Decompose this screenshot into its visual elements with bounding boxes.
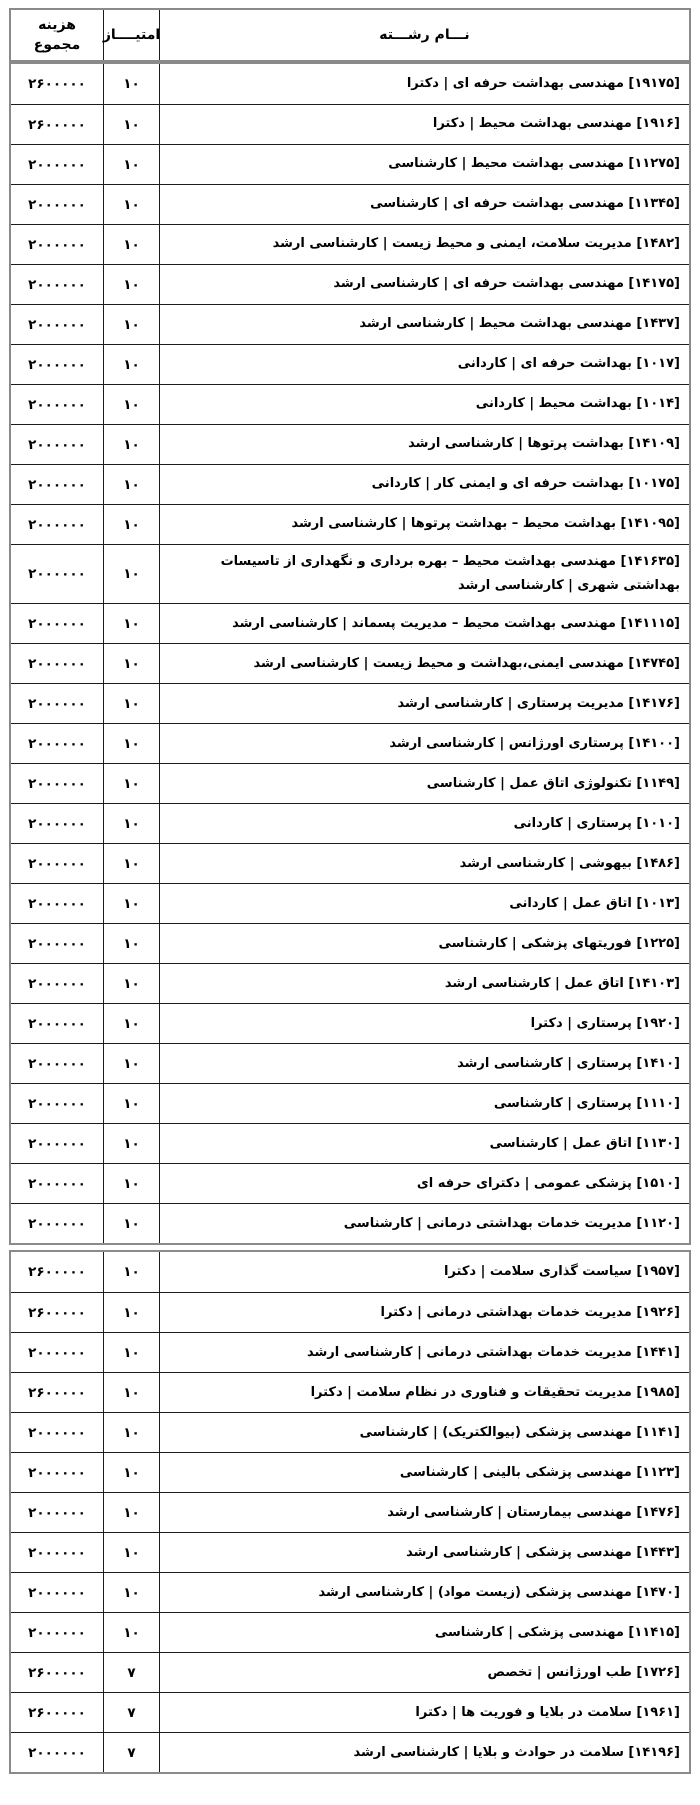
table-row <box>11 803 689 843</box>
total-cost-cell: ۲۰۰۰۰۰۰ <box>28 1544 86 1561</box>
header-total-cost <box>11 10 103 60</box>
total-cost-cell: ۲۰۰۰۰۰۰ <box>28 196 86 213</box>
total-cost-cell: ۲۰۰۰۰۰۰ <box>28 356 86 373</box>
score-cell: ۷ <box>103 1693 160 1732</box>
score-cell: ۱۰ <box>103 1124 160 1163</box>
field-name-cell: [۱۱۴۹] تکنولوژی اتاق عمل | کارشناسی <box>426 775 680 791</box>
table-row <box>11 603 689 643</box>
table-row <box>11 1083 689 1123</box>
score-cell: ۱۰ <box>103 465 160 504</box>
score-cell: ۱۰ <box>103 385 160 424</box>
field-name-cell: [۱۷۲۶] طب اورژانس | تخصص <box>487 1664 680 1680</box>
total-cost-cell: ۲۰۰۰۰۰۰ <box>28 1624 86 1641</box>
field-name-cell: [۱۱۲۳] مهندسی پزشکی بالینی | کارشناسی <box>399 1464 680 1480</box>
score-cell: ۱۰ <box>103 1164 160 1203</box>
score-cell: ۱۰ <box>103 644 160 683</box>
total-cost-cell: ۲۰۰۰۰۰۰ <box>28 316 86 333</box>
field-name-cell: [۱۵۱۰] پزشکی عمومی | دکترای حرفه ای <box>416 1175 680 1191</box>
table-row <box>11 544 689 603</box>
table-row <box>11 104 689 144</box>
score-cell: ۱۰ <box>103 1204 160 1243</box>
total-cost-cell: ۲۶۰۰۰۰۰ <box>28 1664 86 1681</box>
field-name-cell: [۱۴۱۶۳۵] مهندسی بهداشت محیط – بهره برداری و نگهداری از تاسیسات بهداشتی شهری | کارشناسی ارشد <box>220 554 680 594</box>
field-name-cell: [۱۴۱۹۶] سلامت در حوادث و بلایا | کارشناسی ارشد <box>353 1744 680 1760</box>
field-name-cell: [۱۹۲۰] پرستاری | دکترا <box>530 1015 680 1031</box>
table-row <box>11 763 689 803</box>
field-name-cell: [۱۴۱۰] پرستاری | کارشناسی ارشد <box>457 1055 680 1071</box>
table-row <box>11 1292 689 1332</box>
table-row <box>11 1452 689 1492</box>
field-name-cell: [۱۴۱۰۰] پرستاری اورژانس | کارشناسی ارشد <box>389 735 680 751</box>
table-row <box>11 304 689 344</box>
score-cell: ۱۰ <box>103 924 160 963</box>
table-section <box>9 1250 691 1774</box>
field-name-cell: [۱۰۱۴] بهداشت محیط | کاردانی <box>475 396 680 412</box>
table-header <box>9 8 691 62</box>
total-cost-cell: ۲۰۰۰۰۰۰ <box>28 516 86 533</box>
field-name-cell: [۱۴۱۰۹۵] بهداشت محیط – بهداشت پرتوها | کارشناسی ارشد <box>291 516 680 532</box>
total-cost-cell: ۲۶۰۰۰۰۰ <box>28 76 86 92</box>
table-row <box>11 464 689 504</box>
field-name-cell: [۱۴۱۷۶] مدیریت پرستاری | کارشناسی ارشد <box>397 695 680 711</box>
field-name-cell: [۱۴۱۰۳] اتاق عمل | کارشناسی ارشد <box>444 975 680 991</box>
table-row <box>11 384 689 424</box>
score-cell: ۱۰ <box>103 844 160 883</box>
score-cell: ۱۰ <box>103 225 160 264</box>
table-row <box>11 1652 689 1692</box>
field-name-cell: [۱۱۴۱۵] مهندسی پزشکی | کارشناسی <box>434 1624 680 1640</box>
table-row <box>11 1732 689 1772</box>
total-cost-cell: ۲۰۰۰۰۰۰ <box>28 236 86 253</box>
field-name-cell: [۱۴۱۷۵] مهندسی بهداشت حرفه ای | کارشناسی ارشد <box>333 276 680 292</box>
score-cell: ۱۰ <box>103 185 160 224</box>
total-cost-cell: ۲۶۰۰۰۰۰ <box>28 1304 86 1321</box>
header-total-cost-line1: هزینه <box>38 16 76 33</box>
field-name-cell: [۱۴۴۱] مدیریت خدمات بهداشتی درمانی | کارشناسی ارشد <box>307 1344 680 1360</box>
total-cost-cell: ۲۰۰۰۰۰۰ <box>28 615 86 632</box>
table-row <box>11 1692 689 1732</box>
score-cell: ۱۰ <box>103 1333 160 1372</box>
score-cell: ۱۰ <box>103 604 160 643</box>
field-name-cell: [۱۹۱۷۵] مهندسی بهداشت حرفه ای | دکترا <box>406 75 680 91</box>
table-row <box>11 424 689 464</box>
total-cost-cell: ۲۰۰۰۰۰۰ <box>28 1344 86 1361</box>
field-name-cell: [۱۹۵۷] سیاست گذاری سلامت | دکترا <box>443 1264 680 1280</box>
total-cost-cell: ۲۰۰۰۰۰۰ <box>28 1464 86 1481</box>
total-cost-cell: ۲۰۰۰۰۰۰ <box>28 436 86 453</box>
total-cost-cell: ۲۶۰۰۰۰۰ <box>28 1264 86 1281</box>
score-cell: ۱۰ <box>103 64 160 104</box>
score-cell: ۱۰ <box>103 1084 160 1123</box>
field-name-cell: [۱۹۶۱] سلامت در بلایا و فوریت ها | دکترا <box>415 1704 680 1720</box>
field-name-cell: [۱۰۱۳] اتاق عمل | کاردانی <box>509 895 680 911</box>
total-cost-cell: ۲۶۰۰۰۰۰ <box>28 1704 86 1721</box>
field-name-cell: [۱۱۲۷۵] مهندسی بهداشت محیط | کارشناسی <box>388 156 680 172</box>
score-cell: ۱۰ <box>103 764 160 803</box>
table-row <box>11 344 689 384</box>
field-name-cell: [۱۴۱۰۹] بهداشت پرتوها | کارشناسی ارشد <box>408 436 680 452</box>
field-name-cell: [۱۱۳۴۵] مهندسی بهداشت حرفه ای | کارشناسی <box>370 196 680 212</box>
score-cell: ۱۰ <box>103 1493 160 1532</box>
total-cost-cell: ۲۰۰۰۰۰۰ <box>28 735 86 752</box>
total-cost-cell: ۲۰۰۰۰۰۰ <box>28 476 86 493</box>
total-cost-cell: ۲۰۰۰۰۰۰ <box>28 1175 86 1192</box>
header-field-name: نـــام رشـــته <box>379 26 470 43</box>
total-cost-cell: ۲۰۰۰۰۰۰ <box>28 655 86 672</box>
total-cost-cell: ۲۰۰۰۰۰۰ <box>28 396 86 413</box>
score-cell: ۱۰ <box>103 964 160 1003</box>
table-row <box>11 144 689 184</box>
field-name-cell: [۱۹۸۵] مدیریت تحقیقات و فناوری در نظام سلامت | دکترا <box>310 1384 680 1400</box>
table-row <box>11 963 689 1003</box>
field-name-cell: [۱۴۸۶] بیهوشی | کارشناسی ارشد <box>459 855 680 871</box>
score-cell: ۱۰ <box>103 1004 160 1043</box>
table-row <box>11 224 689 264</box>
total-cost-cell: ۲۶۰۰۰۰۰ <box>28 116 86 133</box>
field-name-cell: [۱۰۱۷] بهداشت حرفه ای | کاردانی <box>457 356 680 372</box>
field-name-cell: [۱۱۳۰] اتاق عمل | کارشناسی <box>489 1135 680 1151</box>
score-cell: ۱۰ <box>103 1533 160 1572</box>
total-cost-cell: ۲۶۰۰۰۰۰ <box>28 1384 86 1401</box>
total-cost-cell: ۲۰۰۰۰۰۰ <box>28 1055 86 1072</box>
score-cell: ۱۰ <box>103 1413 160 1452</box>
table-row <box>11 64 689 104</box>
total-cost-cell: ۲۰۰۰۰۰۰ <box>28 1584 86 1601</box>
field-name-cell: [۱۲۲۵] فوریتهای پزشکی | کارشناسی <box>438 935 680 951</box>
total-cost-cell: ۲۰۰۰۰۰۰ <box>28 695 86 712</box>
header-score: امتیــــاز <box>103 10 160 60</box>
total-cost-cell: ۲۰۰۰۰۰۰ <box>28 276 86 293</box>
table-row <box>11 184 689 224</box>
score-cell: ۱۰ <box>103 265 160 304</box>
total-cost-cell: ۲۰۰۰۰۰۰ <box>28 775 86 792</box>
table-row <box>11 1332 689 1372</box>
score-cell: ۷ <box>103 1653 160 1692</box>
table-row <box>11 1532 689 1572</box>
score-cell: ۱۰ <box>103 1573 160 1612</box>
table-body <box>9 62 691 1774</box>
table-row <box>11 683 689 723</box>
score-cell: ۱۰ <box>103 105 160 144</box>
table-row <box>11 1003 689 1043</box>
score-cell: ۱۰ <box>103 884 160 923</box>
table-row <box>11 723 689 763</box>
table-row <box>11 923 689 963</box>
table-row <box>11 1163 689 1203</box>
total-cost-cell: ۲۰۰۰۰۰۰ <box>28 855 86 872</box>
total-cost-cell: ۲۰۰۰۰۰۰ <box>28 1744 86 1761</box>
table-section <box>9 62 691 1245</box>
table-row <box>11 883 689 923</box>
table-row <box>11 1252 689 1292</box>
total-cost-cell: ۲۰۰۰۰۰۰ <box>28 156 86 173</box>
field-name-cell: [۱۴۱۱۱۵] مهندسی بهداشت محیط – مدیریت پسماند | کارشناسی ارشد <box>232 615 680 631</box>
total-cost-cell: ۲۰۰۰۰۰۰ <box>28 975 86 992</box>
field-name-cell: [۱۴۳۷] مهندسی بهداشت محیط | کارشناسی ارشد <box>359 316 680 332</box>
score-cell: ۱۰ <box>103 545 160 603</box>
field-name-cell: [۱۴۷۶] مهندسی بیمارستان | کارشناسی ارشد <box>387 1504 680 1520</box>
field-name-cell: [۱۴۷۴۵] مهندسی ایمنی،بهداشت و محیط زیست | کارشناسی ارشد <box>253 655 680 671</box>
total-cost-cell: ۲۰۰۰۰۰۰ <box>28 935 86 952</box>
score-cell: ۱۰ <box>103 145 160 184</box>
table-row <box>11 1043 689 1083</box>
score-cell: ۷ <box>103 1733 160 1772</box>
score-cell: ۱۰ <box>103 305 160 344</box>
total-cost-cell: ۲۰۰۰۰۰۰ <box>28 895 86 912</box>
table-row <box>11 1123 689 1163</box>
table-row <box>11 1612 689 1652</box>
table-row <box>11 643 689 683</box>
total-cost-cell: ۲۰۰۰۰۰۰ <box>28 1095 86 1112</box>
score-cell: ۱۰ <box>103 1613 160 1652</box>
field-name-cell: [۱۹۱۶] مهندسی بهداشت محیط | دکترا <box>432 116 680 132</box>
score-cell: ۱۰ <box>103 1373 160 1412</box>
score-cell: ۱۰ <box>103 684 160 723</box>
table-row <box>11 843 689 883</box>
header-total-cost-line2: مجموع <box>33 37 81 53</box>
table-row <box>11 264 689 304</box>
field-name-cell: [۱۱۲۰] مدیریت خدمات بهداشتی درمانی | کارشناسی <box>343 1215 680 1231</box>
field-name-cell: [۱۰۱۷۵] بهداشت حرفه ای و ایمنی کار | کاردانی <box>371 476 680 492</box>
score-cell: ۱۰ <box>103 505 160 544</box>
total-cost-cell: ۲۰۰۰۰۰۰ <box>28 1135 86 1152</box>
score-cell: ۱۰ <box>103 1252 160 1292</box>
score-cell: ۱۰ <box>103 724 160 763</box>
table-row <box>11 1492 689 1532</box>
table-row <box>11 1203 689 1243</box>
total-cost-cell: ۲۰۰۰۰۰۰ <box>28 566 86 583</box>
total-cost-cell: ۲۰۰۰۰۰۰ <box>28 1424 86 1441</box>
score-cell: ۱۰ <box>103 425 160 464</box>
score-cell: ۱۰ <box>103 1044 160 1083</box>
table-row <box>11 504 689 544</box>
table-row <box>11 1412 689 1452</box>
total-cost-cell: ۲۰۰۰۰۰۰ <box>28 1504 86 1521</box>
field-name-cell: [۱۹۲۶] مدیریت خدمات بهداشتی درمانی | دکترا <box>380 1304 680 1320</box>
table-row <box>11 1572 689 1612</box>
total-cost-cell: ۲۰۰۰۰۰۰ <box>28 1215 86 1232</box>
score-cell: ۱۰ <box>103 345 160 384</box>
field-name-cell: [۱۱۴۱] مهندسی پزشکی (بیوالکتریک) | کارشناسی <box>359 1424 680 1440</box>
field-name-cell: [۱۴۷۰] مهندسی پزشکی (زیست مواد) | کارشناسی ارشد <box>318 1584 680 1600</box>
field-name-cell: [۱۴۸۲] مدیریت سلامت، ایمنی و محیط زیست | کارشناسی ارشد <box>272 236 680 252</box>
field-name-cell: [۱۱۱۰] پرستاری | کارشناسی <box>493 1095 680 1111</box>
field-name-cell: [۱۰۱۰] پرستاری | کاردانی <box>513 815 680 831</box>
score-cell: ۱۰ <box>103 1293 160 1332</box>
table-row <box>11 1372 689 1412</box>
total-cost-cell: ۲۰۰۰۰۰۰ <box>28 815 86 832</box>
field-name-cell: [۱۴۴۳] مهندسی پزشکی | کارشناسی ارشد <box>406 1544 680 1560</box>
score-cell: ۱۰ <box>103 804 160 843</box>
total-cost-cell: ۲۰۰۰۰۰۰ <box>28 1015 86 1032</box>
score-cell: ۱۰ <box>103 1453 160 1492</box>
